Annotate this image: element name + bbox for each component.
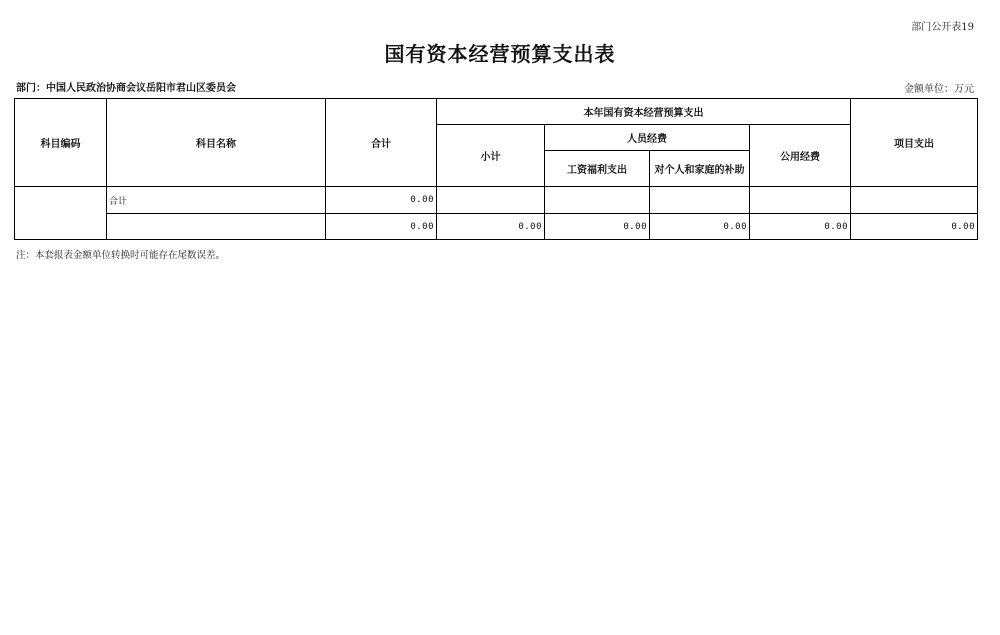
table-row [15, 187, 978, 214]
header-total: 合计 [326, 99, 437, 187]
cell-public: 0.00 [750, 214, 851, 240]
header-public: 公用经费 [750, 125, 851, 187]
cell-code [15, 187, 107, 240]
header-subtotal: 小计 [437, 125, 545, 187]
header-group: 本年国有资本经营预算支出 [437, 99, 851, 125]
cell-subsidy [650, 187, 750, 214]
form-number: 部门公开表19 [911, 22, 974, 33]
header-project: 项目支出 [851, 99, 978, 187]
page-title: 国有资本经营预算支出表 [384, 42, 616, 66]
header-subsidy: 对个人和家庭的补助 [650, 151, 750, 187]
cell-project [851, 187, 978, 214]
cell-wages: 0.00 [545, 214, 650, 240]
cell-name [107, 214, 326, 240]
table-row [15, 214, 978, 240]
cell-wages [545, 187, 650, 214]
cell-total: 0.00 [326, 187, 437, 214]
cell-subtotal [437, 187, 545, 214]
header-personnel: 人员经费 [545, 125, 750, 151]
footnote: 注：本套报表金额单位转换时可能存在尾数误差。 [16, 250, 226, 261]
cell-name: 合计 [107, 187, 326, 214]
department-label: 部门：中国人民政治协商会议岳阳市君山区委员会 [16, 83, 236, 94]
cell-total: 0.00 [326, 214, 437, 240]
header-wages: 工资福利支出 [545, 151, 650, 187]
cell-subsidy: 0.00 [650, 214, 750, 240]
cell-subtotal: 0.00 [437, 214, 545, 240]
header-row-1 [15, 99, 978, 125]
cell-project: 0.00 [851, 214, 978, 240]
header-code: 科目编码 [15, 99, 107, 187]
budget-table [14, 98, 978, 240]
amount-unit-label: 金额单位：万元 [904, 84, 974, 95]
cell-public [750, 187, 851, 214]
header-name: 科目名称 [107, 99, 326, 187]
